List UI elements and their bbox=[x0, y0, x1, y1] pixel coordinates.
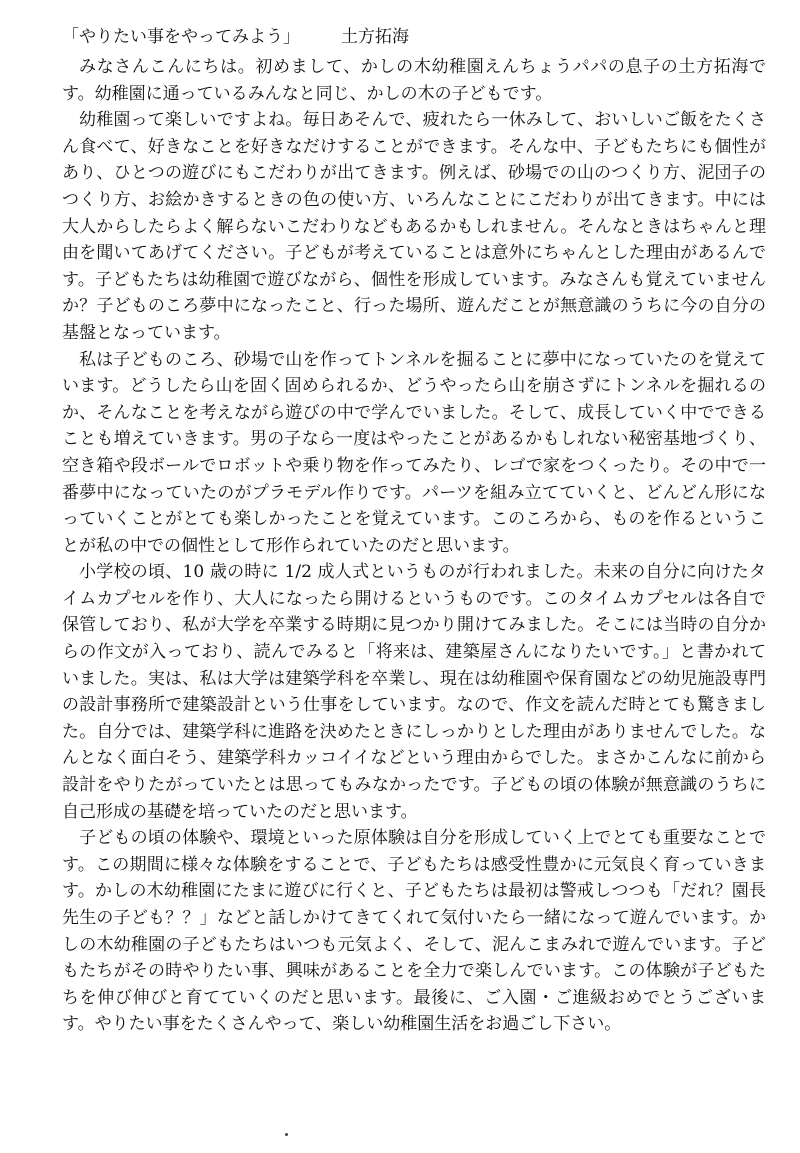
author-name: 土方拓海 bbox=[341, 27, 409, 47]
stray-dot-mark bbox=[285, 1133, 288, 1136]
paragraph-conclusion: 子どもの頃の体験や、環境といった原体験は自分を形成していく上でとても重要なことです。この期間に様々な体験をすることで、子どもたちは感受性豊かに元気良く育っていきます。かしの木幼稚園にたまに遊びに行くと、子どもたちは最初は警戒しつつも「だれ？園長先生の子ども？？」などと話しかけてきてくれて気付いたら一緒になって遊んでいます。かしの木幼稚園の子どもたちはいつも元気よく、そして、泥んこまみれで遊んでいます。子どもたちがその時やりたい事、興味があることを全力で楽しんでいます。この体験が子どもたちを伸び伸びと育てていくのだと思います。最後に、ご入園・ご進級おめでとうございます。やりたい事をたくさんやって、楽しい幼稚園生活をお過ごし下さい。 bbox=[62, 828, 766, 1035]
paragraph-kindergarten-fun: 幼稚園って楽しいですよね。毎日あそんで、疲れたら一休みして、おいしいご飯をたくさん食べて、好きなことを好きなだけすることができます。そんな中、子どもたちにも個性があり、ひとつの遊びにもこだわりが出てきます。例えば、砂場での山のつくり方、泥団子のつくり方、お絵かきするときの色の使い方、いろんなことにこだわりが出てきます。中には大人からしたらよく解らないこだわりなどもあるかもしれません。そんなときはちゃんと理由を聞いてあげてください。子どもが考えていることは意外にちゃんとした理由があるんです。子どもたちは幼稚園で遊びながら、個性を形成しています。みなさんも覚えていませんか？子どものころ夢中になったこと、行った場所、遊んだことが無意識のうちに今の自分の基盤となっています。 bbox=[62, 110, 766, 343]
paragraph-intro: みなさんこんにちは。初めまして、かしの木幼稚園えんちょうパパの息子の土方拓海です。幼稚園に通っているみんなと同じ、かしの木の子どもです。 bbox=[62, 57, 766, 104]
document-body bbox=[62, 54, 766, 1038]
document-title: 「やりたい事をやってみよう」 bbox=[62, 27, 300, 47]
title-row bbox=[62, 22, 762, 52]
paragraph-time-capsule: 小学校の頃、10 歳の時に 1/2 成人式というものが行われました。未来の自分に向けたタイムカプセルを作り、大人になったら開けるというものです。このタイムカプセルは各自で保管しており、私が大学を卒業する時期に見つかり開けてみました。そこには当時の自分からの作文が入っており、読んでみると「将来は、建築屋さんになりたいです。」と書かれていました。実は、私は大学は建築学科を卒業し、現在は幼稚園や保育園などの幼児施設専門の設計事務所で建築設計という仕事をしています。なので、作文を読んだ時とても驚きました。自分では、建築学科に進路を決めたときにしっかりとした理由がありませんでした。なんとなく面白そう、建築学科カッコイイなどという理由からでした。まさかこんなに前から設計をやりたがっていたとは思ってもみなかったです。子どもの頃の体験が無意識のうちに自己形成の基礎を培っていたのだと思います。 bbox=[62, 562, 766, 822]
paragraph-childhood-memories: 私は子どものころ、砂場で山を作ってトンネルを掘ることに夢中になっていたのを覚えています。どうしたら山を固く固められるか、どうやったら山を崩さずにトンネルを掘れるのか、そんなことを考えながら遊びの中で学んでいました。そして、成長していく中でできることも増えていきます。男の子なら一度はやったことがあるかもしれない秘密基地づくり、空き箱や段ボールでロボットや乗り物を作ってみたり、レゴで家をつくったり。その中で一番夢中になっていたのがプラモデル作りです。パーツを組み立てていくと、どんどん形になっていくことがとても楽しかったことを覚えています。このころから、ものを作るということが私の中での個性として形作られていたのだと思います。 bbox=[62, 349, 766, 556]
